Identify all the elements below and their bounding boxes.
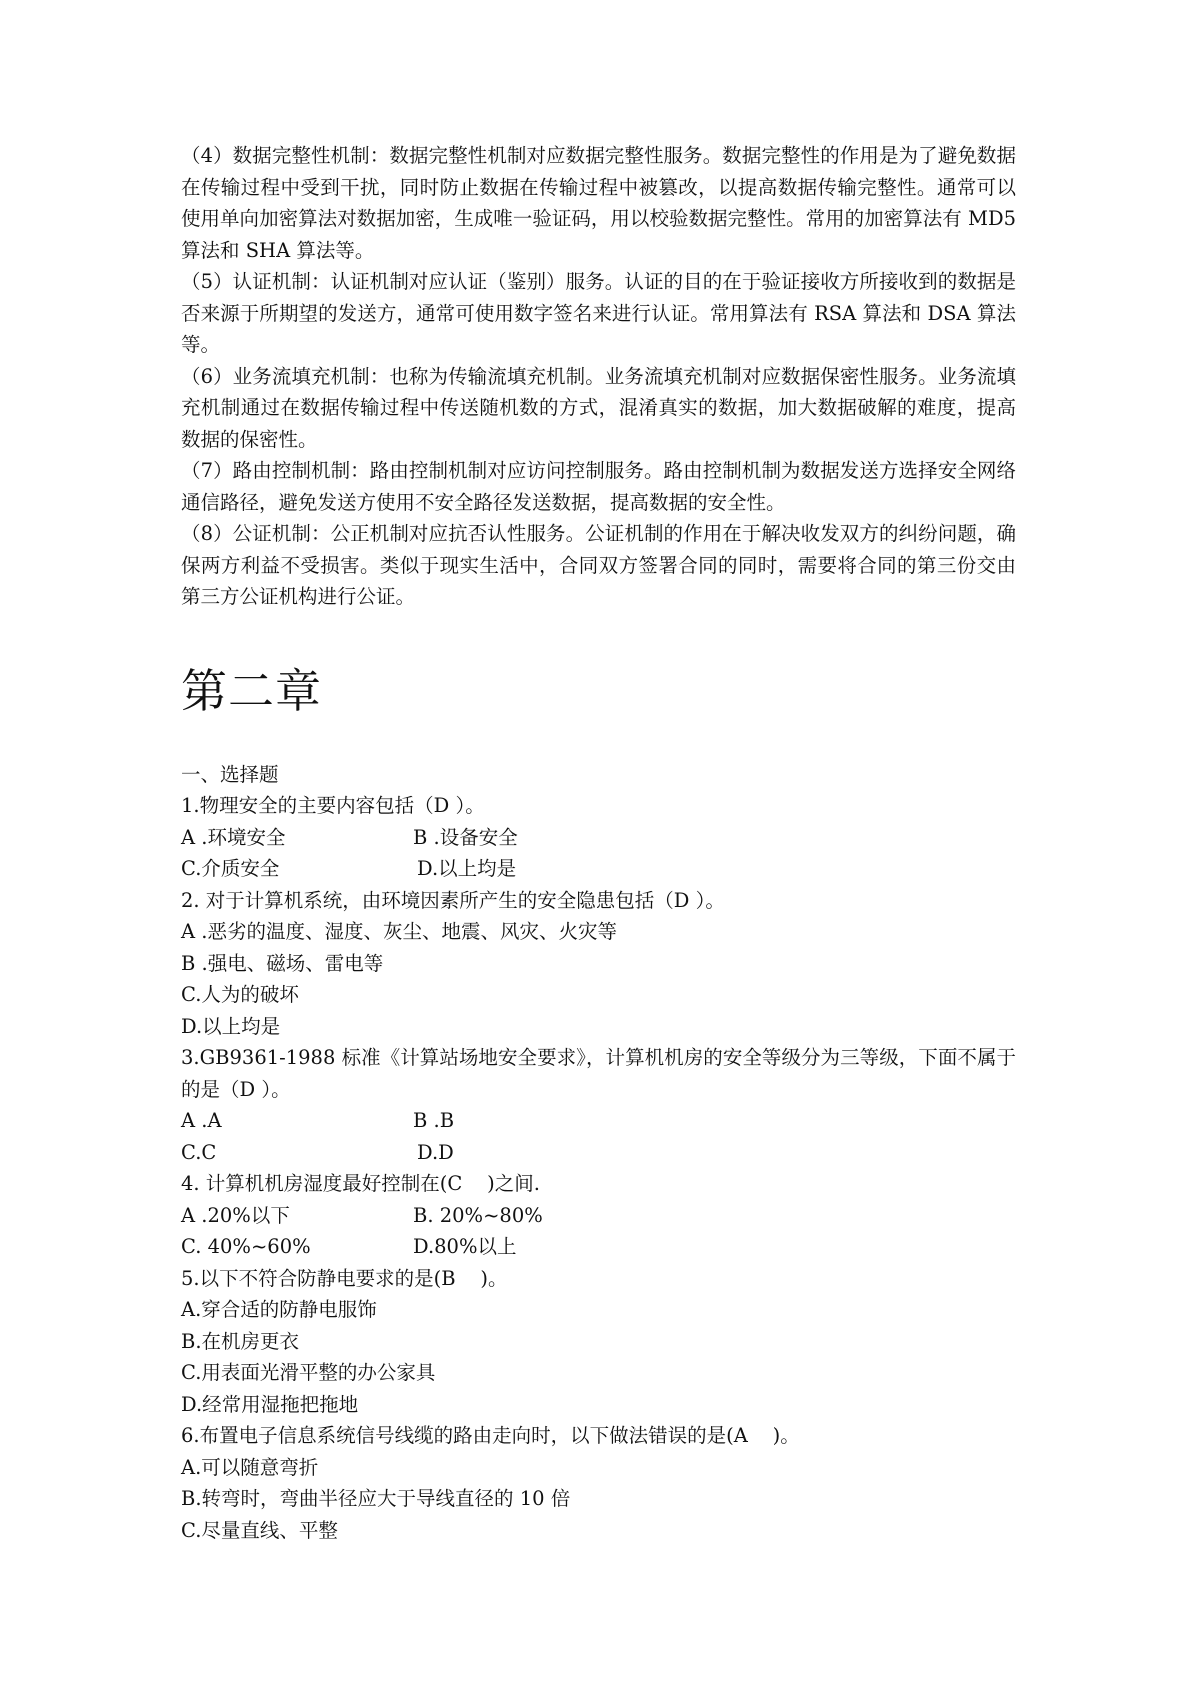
chapter-heading: 第二章 xyxy=(181,663,322,718)
question-6-stem: 6.布置电子信息系统信号线缆的路由走向时，以下做法错误的是(A )。 xyxy=(181,1424,800,1447)
question-3-option-d: D.D xyxy=(417,1140,454,1164)
question-5-option-d: D.经常用湿拖把拖地 xyxy=(181,1392,359,1416)
question-5-option-c: C.用表面光滑平整的办公家具 xyxy=(181,1361,436,1384)
question-6-option-c: C.尽量直线、平整 xyxy=(181,1518,338,1542)
question-5-option-a: A.穿合适的防静电服饰 xyxy=(181,1298,377,1321)
paragraph-authentication: （5）认证机制：认证机制对应认证（鉴别）服务。认证的目的在于验证接收方所接收到的数据是否来源于所期望的发送方，通常可使用数字签名来进行认证。常用算法有 RSA 算法和 DSA 算法等。 xyxy=(181,270,1016,356)
question-1-options-row-2 xyxy=(181,853,1016,885)
question-1-options-row-1 xyxy=(181,822,1016,854)
paragraph-notarization: （8）公证机制：公正机制对应抗否认性服务。公证机制的作用在于解决收发双方的纠纷问题，确保两方利益不受损害。类似于现实生活中，合同双方签署合同的同时，需要将合同的第三份交由第三方公证机构进行公证。 xyxy=(181,522,1016,608)
question-3-stem: 3.GB9361-1988 标准《计算站场地安全要求》，计算机机房的安全等级分为三等级，下面不属于的是（D ）。 xyxy=(181,1046,1016,1101)
question-2-option-d: D.以上均是 xyxy=(181,1014,281,1038)
question-section xyxy=(181,759,1016,1547)
paragraph-traffic-padding: （6）业务流填充机制：也称为传输流填充机制。业务流填充机制对应数据保密性服务。业务流填充机制通过在数据传输过程中传送随机数的方式，混淆真实的数据，加大数据破解的难度，提高数据的保密性。 xyxy=(181,364,1016,451)
question-1-option-a: A .环境安全 xyxy=(181,825,286,849)
question-4-option-d: D.80%以上 xyxy=(413,1235,517,1258)
question-1-option-c: C.介质安全 xyxy=(181,857,280,880)
question-4-option-b: B. 20%~80% xyxy=(413,1203,543,1227)
question-1-option-d: D.以上均是 xyxy=(417,857,517,880)
paragraph-routing-control: （7）路由控制机制：路由控制机制对应访问控制服务。路由控制机制为数据发送方选择安全网络通信路径，避免发送方使用不安全路径发送数据，提高数据的安全性。 xyxy=(181,459,1016,514)
paragraph-data-integrity: （4）数据完整性机制：数据完整性机制对应数据完整性服务。数据完整性的作用是为了避免数据在传输过程中受到干扰，同时防止数据在传输过程中被篡改，以提高数据传输完整性。通常可以使用单向加密算法对数据加密，生成唯一验证码，用以校验数据完整性。常用的加密算法有 MD5 算法和 SHA 算法等。 xyxy=(181,144,1016,262)
question-6-option-a: A.可以随意弯折 xyxy=(181,1455,319,1479)
question-5-stem: 5.以下不符合防静电要求的是(B )。 xyxy=(181,1266,508,1290)
question-3-options-row-2 xyxy=(181,1137,1016,1169)
question-1-stem: 1.物理安全的主要内容包括（D ）。 xyxy=(181,794,485,817)
question-4-stem: 4. 计算机机房湿度最好控制在(C )之间. xyxy=(181,1172,540,1195)
section-title: 一、选择题 xyxy=(181,762,279,786)
question-3-option-a: A .A xyxy=(181,1109,222,1132)
question-5-option-b: B.在机房更衣 xyxy=(181,1329,300,1353)
question-3-option-b: B .B xyxy=(413,1109,455,1132)
question-4-options-row-2 xyxy=(181,1231,1016,1263)
question-2-option-a: A .恶劣的温度、湿度、灰尘、地震、风灾、火灾等 xyxy=(181,920,617,943)
question-2-option-c: C.人为的破坏 xyxy=(181,983,299,1006)
question-4-options-row-1 xyxy=(181,1200,1016,1232)
question-4-option-a: A .20%以下 xyxy=(181,1203,290,1227)
document-page xyxy=(181,140,1016,1546)
question-3-options-row-1 xyxy=(181,1105,1016,1137)
question-2-option-b: B .强电、磁场、雷电等 xyxy=(181,951,384,975)
question-4-option-c: C. 40%~60% xyxy=(181,1235,311,1258)
question-3-option-c: C.C xyxy=(181,1140,217,1164)
question-2-stem: 2. 对于计算机系统，由环境因素所产生的安全隐患包括（D ）。 xyxy=(181,888,725,912)
question-1-option-b: B .设备安全 xyxy=(413,825,518,849)
question-6-option-b: B.转弯时，弯曲半径应大于导线直径的 10 倍 xyxy=(181,1487,571,1510)
